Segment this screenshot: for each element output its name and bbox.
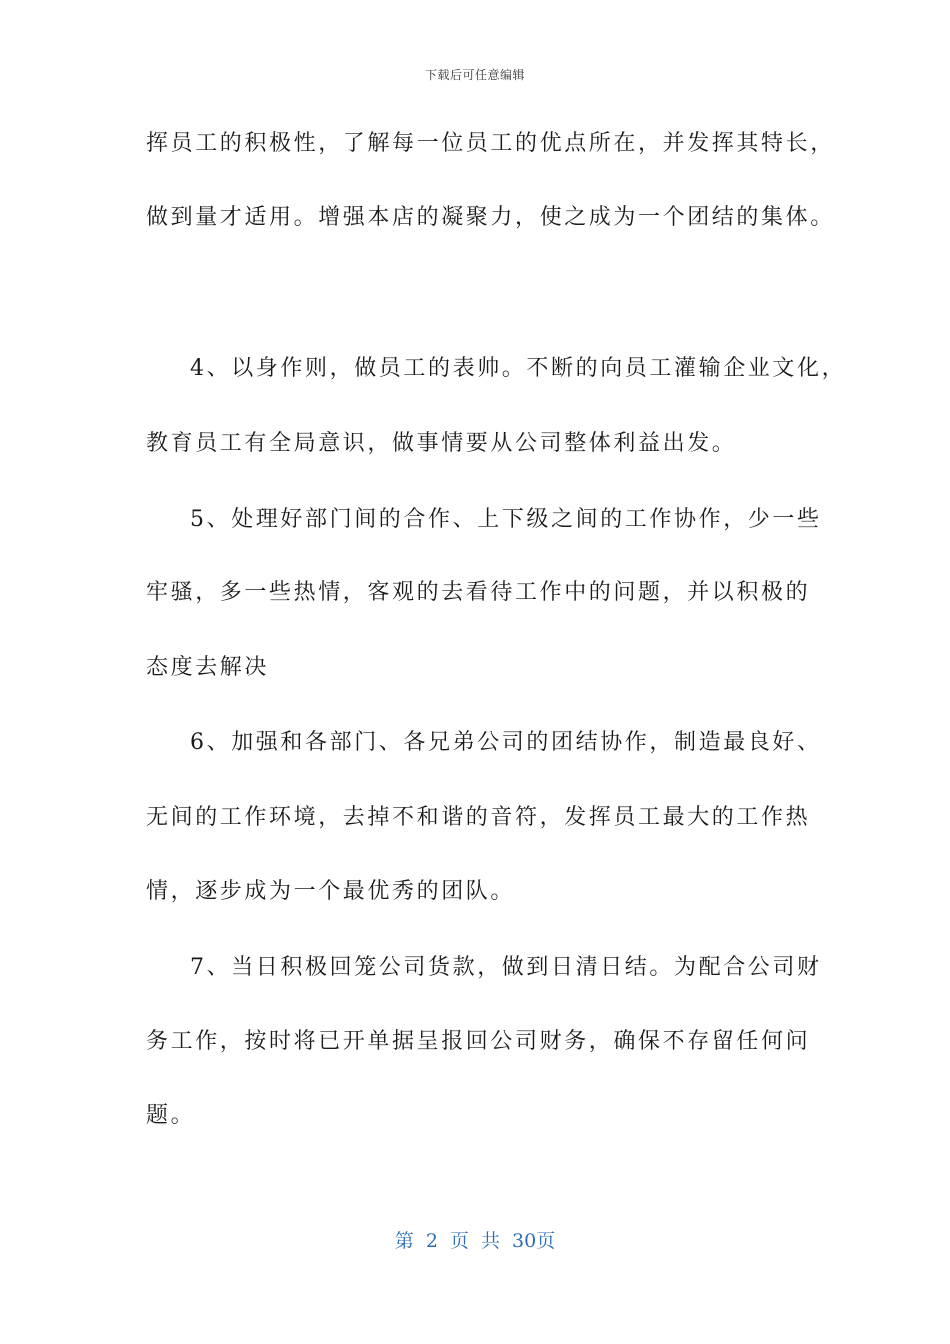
paragraph-line-item-4: 4、以身作则，做员工的表帅。不断的向员工灌输企业文化， xyxy=(190,356,847,381)
paragraph-line: 态度去解决 xyxy=(146,655,270,680)
paragraph-line: 务工作，按时将已开单据呈报回公司财务，确保不存留任何问 xyxy=(146,1029,811,1054)
page-number-footer: 第 2 页 共 30页 xyxy=(394,1230,556,1252)
paragraph-line: 挥员工的积极性，了解每一位员工的优点所在，并发挥其特长， xyxy=(146,131,835,156)
paragraph-line-item-6: 6、加强和各部门、各兄弟公司的团结协作，制造最良好、 xyxy=(190,730,822,755)
paragraph-line: 做到量才适用。增强本店的凝聚力，使之成为一个团结的集体。 xyxy=(146,205,835,230)
paragraph-line: 教育员工有全局意识，做事情要从公司整体利益出发。 xyxy=(146,431,737,456)
page-header-note: 下载后可任意编辑 xyxy=(424,68,525,82)
paragraph-line-item-5: 5、处理好部门间的合作、上下级之间的工作协作，少一些 xyxy=(190,507,822,532)
paragraph-line-item-7: 7、当日积极回笼公司货款，做到日清日结。为配合公司财 xyxy=(190,955,822,980)
paragraph-line: 无间的工作环境，去掉不和谐的音符，发挥员工最大的工作热 xyxy=(146,805,811,830)
paragraph-line: 牢骚，多一些热情，客观的去看待工作中的问题，并以积极的 xyxy=(146,580,811,605)
paragraph-line: 情，逐步成为一个最优秀的团队。 xyxy=(146,879,516,904)
paragraph-line: 题。 xyxy=(146,1103,196,1128)
